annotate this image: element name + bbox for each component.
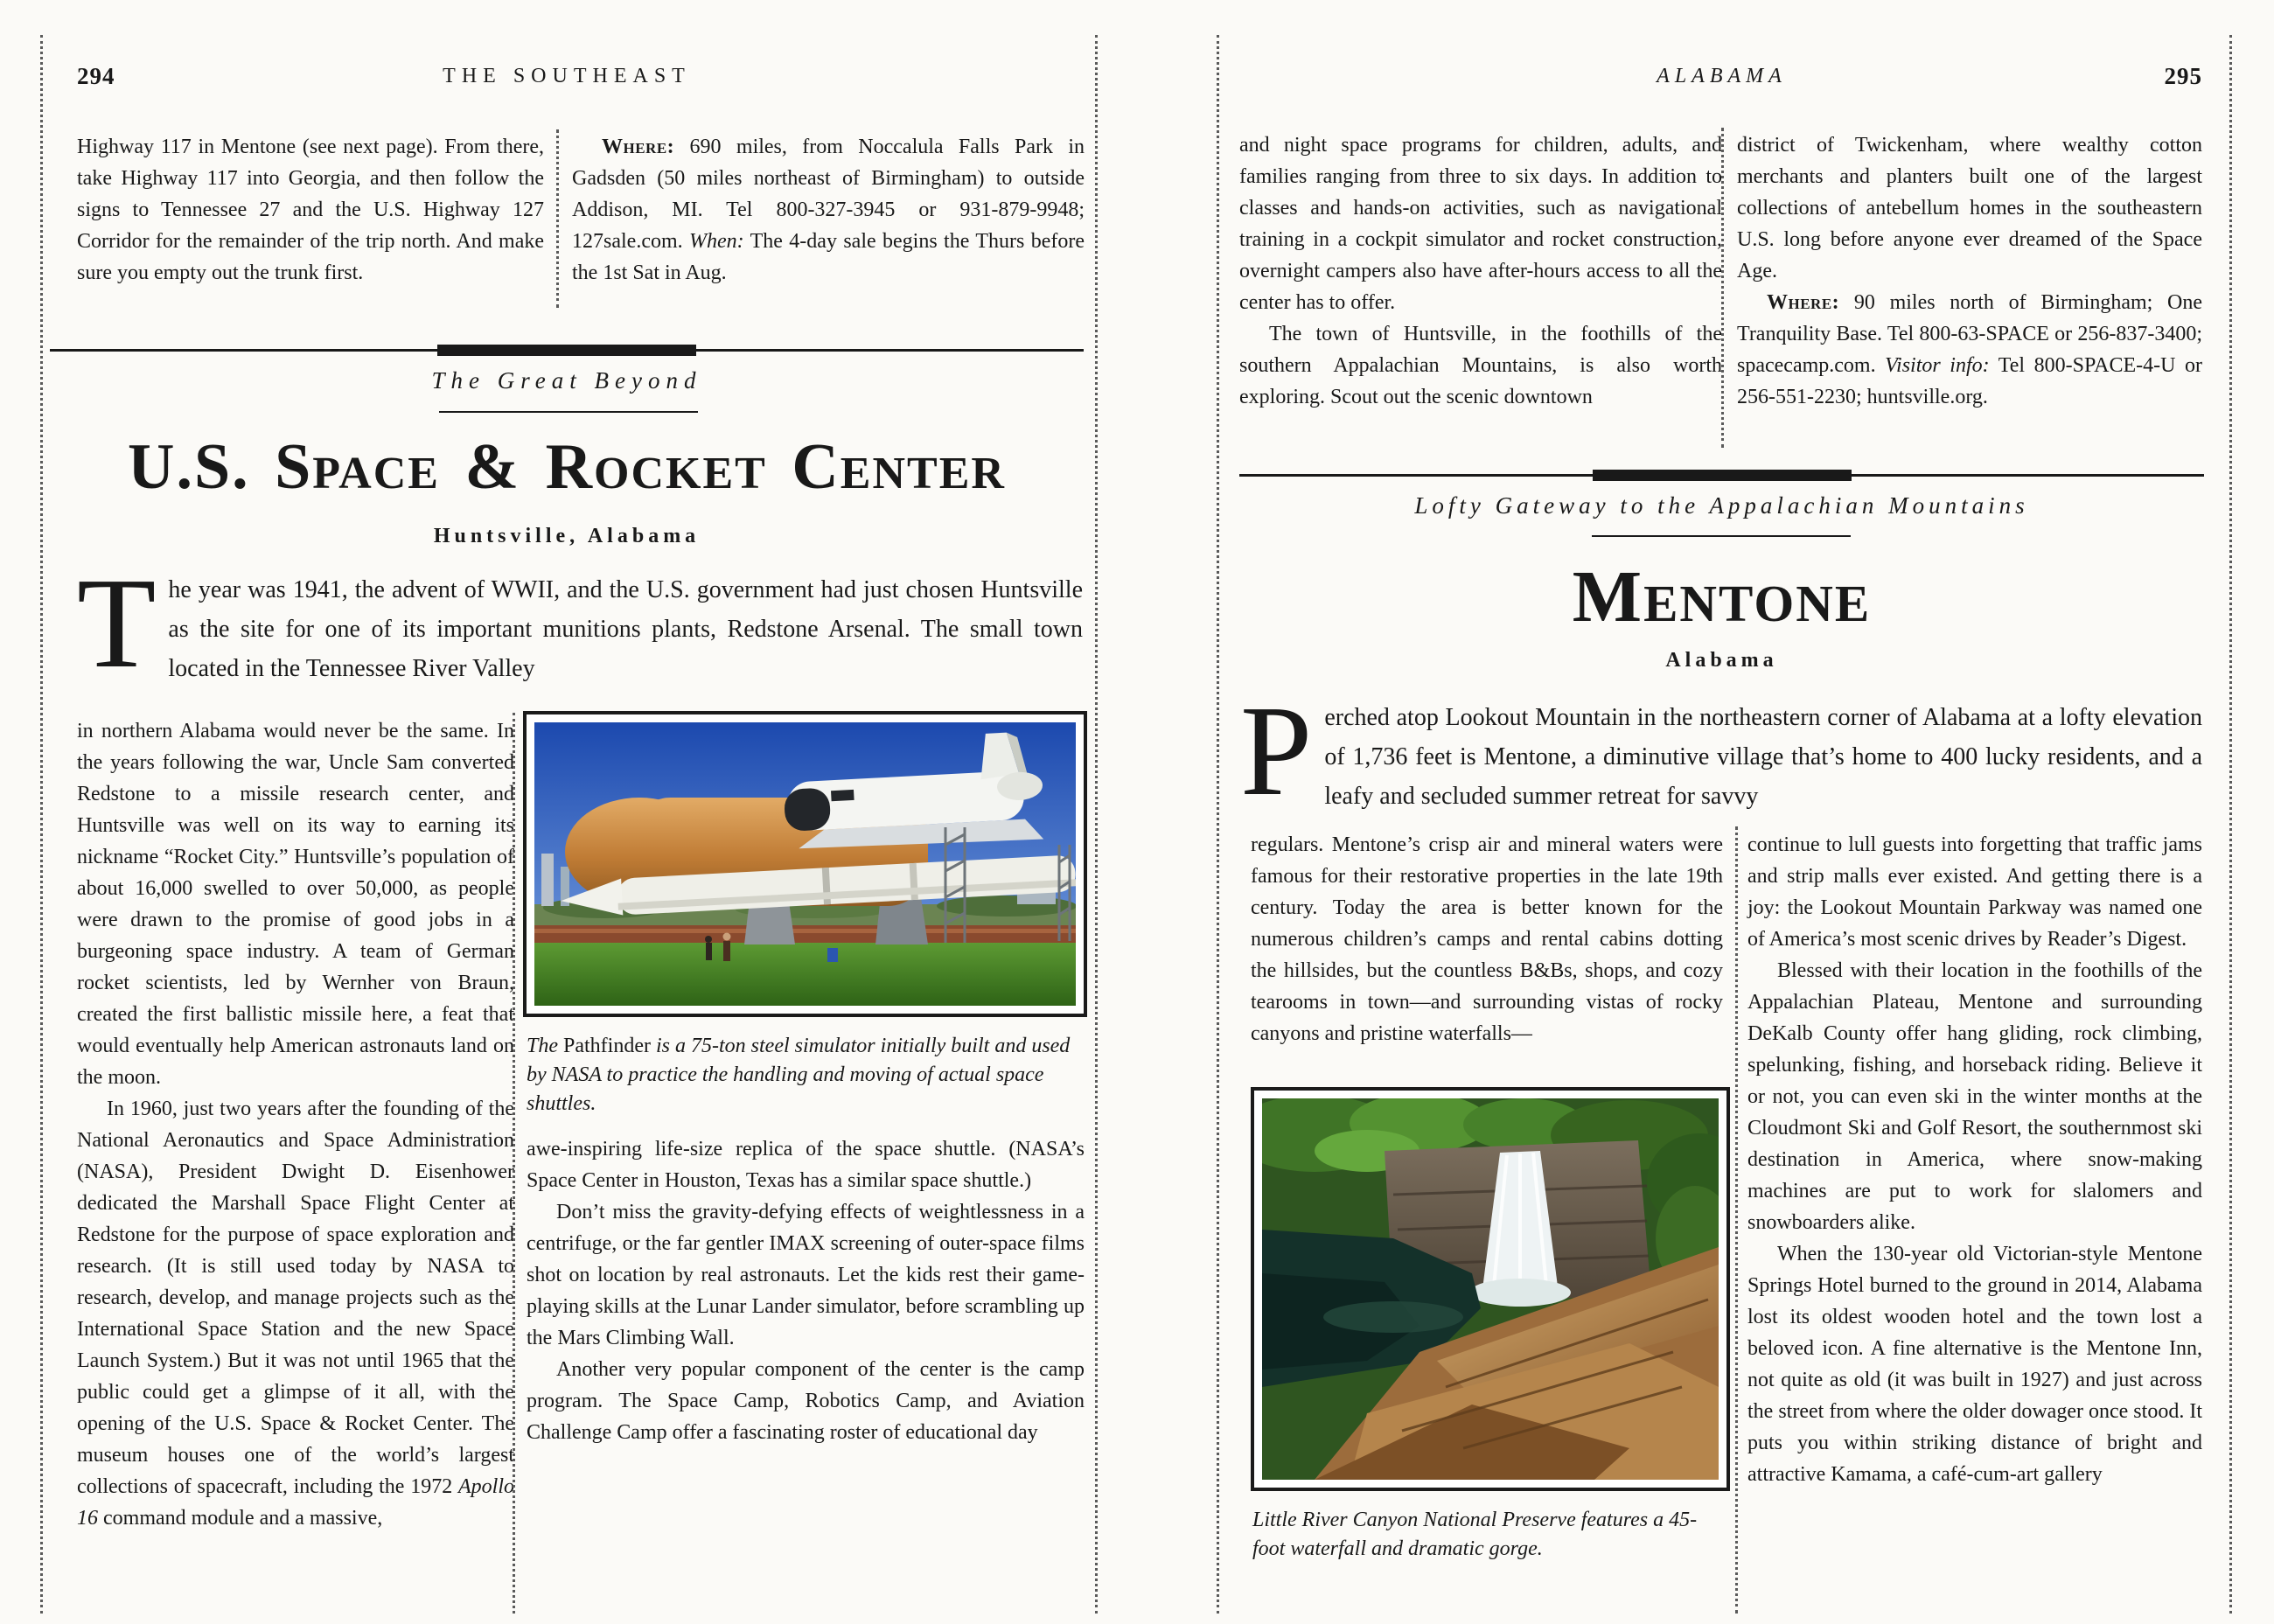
article-intro (77, 552, 1083, 695)
intro-text: he year was 1941, the advent of WWII, and the U.S. government had just chosen Huntsville as the site for one of its important munitions plants, Redstone Arsenal. The small town located in the Tennessee River Valley (168, 576, 1083, 682)
paragraph: regulars. Mentone’s crisp air and mineral waters were famous for their restorative properties in the late 19th century. Today the area is better known for the numerous children’s camps and rental cabins dotting the hillsides, but the countless B&Bs, shops, and cozy tearooms in town—and surrounding vistas of rocky canyons and pristine waterfalls— (1251, 833, 1723, 1045)
running-head: ALABAMA (1657, 65, 1787, 87)
paragraph: Don’t miss the gravity-defying effects of weightlessness in a centrifuge, or the far gentler IMAX screening of outer-space films shot on location by real astronauts. Let the kids rest their game-playing skills at the Lunar Lander simulator, before scrambling up the Mars Climbing Wall. (527, 1201, 1085, 1349)
article-title: Mentone (1572, 556, 1872, 638)
visitor-info-label: Visitor info: (1885, 354, 1990, 377)
paragraph: Blessed with their location in the foothills of the Appalachian Plateau, Mentone and surrounding DeKalb County offer hang gliding, rock climbing, spelunking, fishing, and horseback riding. Believe it or not, you can even ski in the winter months at the Cloudmont Ski and Golf Resort, the southernmost ski destination in America, where snow-making machines are put to work for slalomers and snowboarders alike. (1747, 959, 2202, 1234)
pathfinder-shuttle-illustration (534, 722, 1076, 1006)
paragraph: Another very popular component of the center is the camp program. The Space Camp, Robotics Camp, and Aviation Challenge Camp offer a fascinating roster of educational day (527, 1358, 1085, 1444)
page-edge-dotted-rule-left (40, 35, 43, 1614)
column-divider-dotted-rule (513, 713, 515, 1614)
section-separator-bar (1593, 470, 1852, 481)
section-separator-rule (1239, 474, 2204, 477)
paragraph-text: In 1960, just two years after the founding of the National Aeronautics and Space Administration (NASA), President Dwight D. Eisenhower dedicated the Marshall Space Flight Center at Redstone for the purpose of space exploration and research. (It is still used today by NASA to research, develop, and manage projects such as the International Space Station and the new Space Launch System.) But it was not until 1965 that the public could get a glimpse of it all, with the opening of the U.S. Space & Rocket Center. The museum houses one of the world’s largest collections of spacecraft, including the 1972 (77, 1098, 514, 1498)
apollo-16-italic: Apollo 16 (77, 1475, 514, 1530)
when-label: When: (689, 230, 744, 253)
page-edge-dotted-rule-gutter-left (1095, 35, 1098, 1614)
paragraph: Highway 117 in Mentone (see next page). From there, take Highway 117 into Georgia, and then follow the signs to Tennessee 27 and the U.S. Highway 127 Corridor for the remainder of the trip north. And make sure you empty out the trunk first. (77, 136, 544, 284)
intro-text: erched atop Lookout Mountain in the northeastern corner of Alabama at a lofty elevation of 1,736 feet is Mentone, a diminutive village that’s home to 400 lucky residents, and a leafy and secluded summer retreat for savvy (1324, 704, 2202, 810)
where-note-column (1737, 129, 2202, 413)
paragraph: awe-inspiring life-size replica of the space shuttle. (NASA’s Space Center in Houston, Texas has a similar space shuttle.) (527, 1138, 1085, 1192)
body-column-left (1251, 829, 1723, 1049)
paragraph (77, 1093, 514, 1534)
where-note (572, 131, 1085, 289)
paragraph: district of Twickenham, where wealthy cotton merchants and planters built one of the largest collections of antebellum homes in the southeastern U.S. long before anyone ever dreamed of the Space Age. (1737, 134, 2202, 282)
visitor-info-text: Tel 800-SPACE-4-U or 256-551-2230; huntsville.org. (1737, 354, 2203, 408)
column-divider-dotted-rule (1735, 826, 1738, 1614)
paragraph: continue to lull guests into forgetting that traffic jams and strip malls ever existed. And getting there is a joy: the Lookout Mountain Parkway was named one of America’s most scenic drives by Reader’s Digest. (1747, 833, 2202, 951)
article-subtitle: Alabama (1665, 649, 1778, 672)
section-separator-rule (50, 349, 1084, 352)
paragraph-text: command module and a massive, (98, 1507, 383, 1530)
drop-cap: P (1240, 680, 1313, 823)
body-column-left (77, 715, 514, 1534)
article-kicker: The Great Beyond (431, 367, 702, 394)
photo-caption: Little River Canyon National Preserve features a 45-foot waterfall and dramatic gorge. (1252, 1509, 1698, 1560)
page-number: 294 (77, 63, 115, 89)
pathfinder-shuttle-photo (523, 711, 1087, 1017)
waterfall-illustration (1262, 1098, 1719, 1480)
where-text: 90 miles north of Birmingham; One Tranquility Base. Tel 800-63-SPACE or 256-837-3400; spacecamp.com. (1737, 291, 2202, 377)
when-text: The 4-day sale begins the Thurs before the 1st Sat in Aug. (572, 230, 1085, 284)
article-subtitle: Huntsville, Alabama (433, 525, 701, 547)
where-note-column (572, 131, 1085, 289)
paragraph: The town of Huntsville, in the foothills of the southern Appalachian Mountains, is also worth exploring. Scout out the scenic downtown (1239, 323, 1722, 408)
article-title: U.S. Space & Rocket Center (128, 431, 1006, 503)
page-number: 295 (2164, 63, 2202, 89)
page-edge-dotted-rule-gutter-right (1217, 35, 1219, 1614)
column-divider-dotted-rule (1721, 128, 1724, 448)
section-separator-bar (437, 345, 696, 356)
where-note (1737, 287, 2202, 413)
continuation-column (77, 131, 544, 289)
caption-pathfinder-roman: Pathfinder (563, 1035, 651, 1057)
page-edge-dotted-rule-right (2229, 35, 2232, 1614)
paragraph: and night space programs for children, adults, and families ranging from three to six days. In addition to classes and hands-on activities, such as navigational training in a cockpit simulator and rocket construction, overnight campers also have after-hours access to all the center has to offer. (1239, 134, 1722, 314)
where-text: 690 miles, from Noccalula Falls Park in Gadsden (50 miles northeast of Birmingham) to outside Addison, MI. Tel 800-327-3945 or 931-879-9948; 127sale.com. (572, 136, 1085, 253)
paragraph: in northern Alabama would never be the same. In the years following the war, Uncle Sam converted Redstone to a missile research center, and Huntsville was well on its way to earning its nickname “Rocket City.” Huntsville’s population of about 16,000 swelled to over 50,000, as people were drawn to the promise of good jobs in a burgeoning space industry. A team of German rocket scientists, led by Wernher von Braun, created the first ballistic missile here, a feat that would eventually help American astronauts land on the moon. (77, 720, 514, 1089)
caption-italic: is a 75-ton steel simulator initially built and used by NASA to practice the handling and moving of actual space shuttles. (527, 1035, 1071, 1115)
where-label: Where: (602, 136, 675, 158)
caption-italic: The (527, 1035, 563, 1057)
drop-cap: T (77, 552, 157, 695)
where-label: Where: (1767, 291, 1840, 314)
article-intro (1240, 680, 2202, 823)
continuation-column (1239, 129, 1722, 413)
article-kicker: Lofty Gateway to the Appalachian Mountains (1414, 492, 2029, 519)
kicker-underline-rule (439, 411, 698, 413)
body-column-right (1747, 829, 2202, 1490)
photo-caption (527, 1032, 1073, 1119)
body-column-right (527, 1133, 1085, 1448)
little-river-canyon-photo (1251, 1087, 1730, 1491)
running-head: THE SOUTHEAST (443, 65, 691, 87)
column-divider-dotted-rule (556, 129, 559, 308)
paragraph: When the 130-year old Victorian-style Mentone Springs Hotel burned to the ground in 2014, Alabama lost its oldest wooden hotel and the town lost a beloved icon. A fine alternative is the Mentone Inn, not quite as old (it was built in 1927) and just across the street from where the older dowager once stood. It puts you within striking distance of bright and attractive Kamama, a café-cum-art gallery (1747, 1243, 2202, 1486)
kicker-underline-rule (1592, 535, 1851, 537)
